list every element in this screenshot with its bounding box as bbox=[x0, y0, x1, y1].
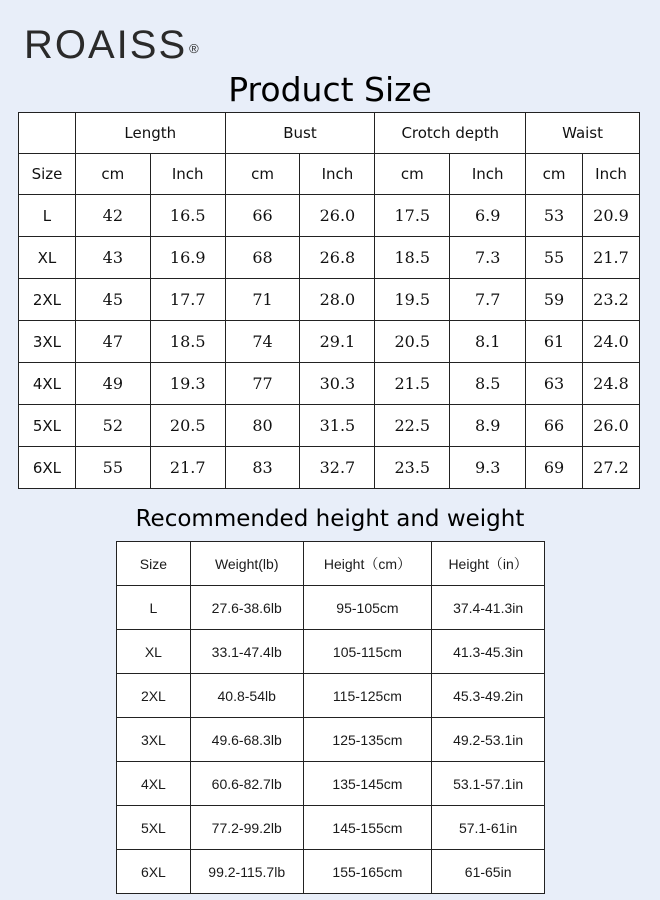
header-height-in: Height（in） bbox=[432, 542, 545, 586]
table-row bbox=[117, 850, 545, 894]
brand-logo bbox=[24, 22, 201, 68]
value-cell: 77 bbox=[225, 363, 300, 405]
value-cell: 33.1-47.4lb bbox=[190, 630, 303, 674]
value-cell: 30.3 bbox=[300, 363, 375, 405]
header-weight: Weight(lb) bbox=[190, 542, 303, 586]
value-cell: 22.5 bbox=[375, 405, 450, 447]
brand-name: ROAISS bbox=[24, 23, 188, 67]
value-cell: 145-155cm bbox=[303, 806, 432, 850]
size-cell: L bbox=[117, 586, 191, 630]
header-crotch-depth: Crotch depth bbox=[375, 113, 526, 154]
table-row bbox=[117, 630, 545, 674]
value-cell: 61 bbox=[526, 321, 583, 363]
value-cell: 155-165cm bbox=[303, 850, 432, 894]
value-cell: 66 bbox=[225, 195, 300, 237]
table-row bbox=[19, 405, 640, 447]
unit-header: Inch bbox=[582, 154, 639, 195]
unit-header: cm bbox=[75, 154, 150, 195]
value-cell: 69 bbox=[526, 447, 583, 489]
size-cell: 2XL bbox=[19, 279, 76, 321]
size-cell: 5XL bbox=[19, 405, 76, 447]
value-cell: 55 bbox=[526, 237, 583, 279]
size-cell: 4XL bbox=[19, 363, 76, 405]
size-cell: L bbox=[19, 195, 76, 237]
value-cell: 27.6-38.6lb bbox=[190, 586, 303, 630]
value-cell: 47 bbox=[75, 321, 150, 363]
value-cell: 66 bbox=[526, 405, 583, 447]
value-cell: 19.3 bbox=[150, 363, 225, 405]
value-cell: 21.7 bbox=[150, 447, 225, 489]
page-title: Product Size bbox=[228, 70, 432, 109]
table-row bbox=[19, 363, 640, 405]
value-cell: 59 bbox=[526, 279, 583, 321]
value-cell: 6.9 bbox=[450, 195, 526, 237]
value-cell: 77.2-99.2lb bbox=[190, 806, 303, 850]
value-cell: 9.3 bbox=[450, 447, 526, 489]
table-row bbox=[117, 762, 545, 806]
group-header-row bbox=[19, 113, 640, 154]
value-cell: 24.8 bbox=[582, 363, 639, 405]
value-cell: 80 bbox=[225, 405, 300, 447]
value-cell: 21.5 bbox=[375, 363, 450, 405]
table-row bbox=[19, 447, 640, 489]
value-cell: 49.6-68.3lb bbox=[190, 718, 303, 762]
value-cell: 20.5 bbox=[150, 405, 225, 447]
size-cell: 6XL bbox=[117, 850, 191, 894]
registered-mark: ® bbox=[189, 41, 201, 56]
value-cell: 41.3-45.3in bbox=[432, 630, 545, 674]
size-cell: XL bbox=[117, 630, 191, 674]
table-row bbox=[117, 718, 545, 762]
value-cell: 71 bbox=[225, 279, 300, 321]
value-cell: 68 bbox=[225, 237, 300, 279]
value-cell: 125-135cm bbox=[303, 718, 432, 762]
product-size-table bbox=[18, 112, 640, 489]
table-row bbox=[19, 195, 640, 237]
value-cell: 19.5 bbox=[375, 279, 450, 321]
size-cell: 3XL bbox=[19, 321, 76, 363]
value-cell: 63 bbox=[526, 363, 583, 405]
value-cell: 49.2-53.1in bbox=[432, 718, 545, 762]
value-cell: 95-105cm bbox=[303, 586, 432, 630]
size-cell: 3XL bbox=[117, 718, 191, 762]
value-cell: 31.5 bbox=[300, 405, 375, 447]
size-cell: XL bbox=[19, 237, 76, 279]
value-cell: 20.9 bbox=[582, 195, 639, 237]
value-cell: 43 bbox=[75, 237, 150, 279]
table-row bbox=[117, 674, 545, 718]
unit-header: cm bbox=[375, 154, 450, 195]
value-cell: 17.5 bbox=[375, 195, 450, 237]
value-cell: 23.5 bbox=[375, 447, 450, 489]
recommended-header-row bbox=[117, 542, 545, 586]
value-cell: 23.2 bbox=[582, 279, 639, 321]
value-cell: 99.2-115.7lb bbox=[190, 850, 303, 894]
table-row bbox=[19, 237, 640, 279]
value-cell: 83 bbox=[225, 447, 300, 489]
value-cell: 45 bbox=[75, 279, 150, 321]
header-size: Size bbox=[117, 542, 191, 586]
header-bust: Bust bbox=[225, 113, 375, 154]
value-cell: 8.1 bbox=[450, 321, 526, 363]
value-cell: 61-65in bbox=[432, 850, 545, 894]
size-cell: 6XL bbox=[19, 447, 76, 489]
table-row bbox=[117, 586, 545, 630]
value-cell: 26.0 bbox=[300, 195, 375, 237]
value-cell: 32.7 bbox=[300, 447, 375, 489]
value-cell: 27.2 bbox=[582, 447, 639, 489]
value-cell: 53 bbox=[526, 195, 583, 237]
value-cell: 55 bbox=[75, 447, 150, 489]
value-cell: 18.5 bbox=[150, 321, 225, 363]
value-cell: 49 bbox=[75, 363, 150, 405]
size-cell: 2XL bbox=[117, 674, 191, 718]
table-row bbox=[117, 806, 545, 850]
value-cell: 24.0 bbox=[582, 321, 639, 363]
header-size: Size bbox=[19, 154, 76, 195]
unit-header: Inch bbox=[300, 154, 375, 195]
value-cell: 26.0 bbox=[582, 405, 639, 447]
value-cell: 21.7 bbox=[582, 237, 639, 279]
recommended-title: Recommended height and weight bbox=[135, 506, 525, 532]
value-cell: 20.5 bbox=[375, 321, 450, 363]
header-length: Length bbox=[75, 113, 225, 154]
value-cell: 60.6-82.7lb bbox=[190, 762, 303, 806]
size-cell: 4XL bbox=[117, 762, 191, 806]
value-cell: 135-145cm bbox=[303, 762, 432, 806]
unit-header-row bbox=[19, 154, 640, 195]
corner-cell bbox=[19, 113, 76, 154]
unit-header: Inch bbox=[150, 154, 225, 195]
value-cell: 7.3 bbox=[450, 237, 526, 279]
value-cell: 37.4-41.3in bbox=[432, 586, 545, 630]
table-row bbox=[19, 321, 640, 363]
value-cell: 26.8 bbox=[300, 237, 375, 279]
value-cell: 45.3-49.2in bbox=[432, 674, 545, 718]
value-cell: 17.7 bbox=[150, 279, 225, 321]
value-cell: 74 bbox=[225, 321, 300, 363]
value-cell: 16.5 bbox=[150, 195, 225, 237]
value-cell: 28.0 bbox=[300, 279, 375, 321]
value-cell: 18.5 bbox=[375, 237, 450, 279]
value-cell: 16.9 bbox=[150, 237, 225, 279]
value-cell: 40.8-54lb bbox=[190, 674, 303, 718]
value-cell: 42 bbox=[75, 195, 150, 237]
value-cell: 8.5 bbox=[450, 363, 526, 405]
unit-header: cm bbox=[225, 154, 300, 195]
value-cell: 7.7 bbox=[450, 279, 526, 321]
value-cell: 57.1-61in bbox=[432, 806, 545, 850]
value-cell: 105-115cm bbox=[303, 630, 432, 674]
value-cell: 29.1 bbox=[300, 321, 375, 363]
unit-header: cm bbox=[526, 154, 583, 195]
header-waist: Waist bbox=[526, 113, 640, 154]
unit-header: Inch bbox=[450, 154, 526, 195]
value-cell: 52 bbox=[75, 405, 150, 447]
size-cell: 5XL bbox=[117, 806, 191, 850]
value-cell: 53.1-57.1in bbox=[432, 762, 545, 806]
table-row bbox=[19, 279, 640, 321]
header-height-cm: Height（cm） bbox=[303, 542, 432, 586]
recommended-table bbox=[116, 541, 545, 894]
value-cell: 8.9 bbox=[450, 405, 526, 447]
value-cell: 115-125cm bbox=[303, 674, 432, 718]
